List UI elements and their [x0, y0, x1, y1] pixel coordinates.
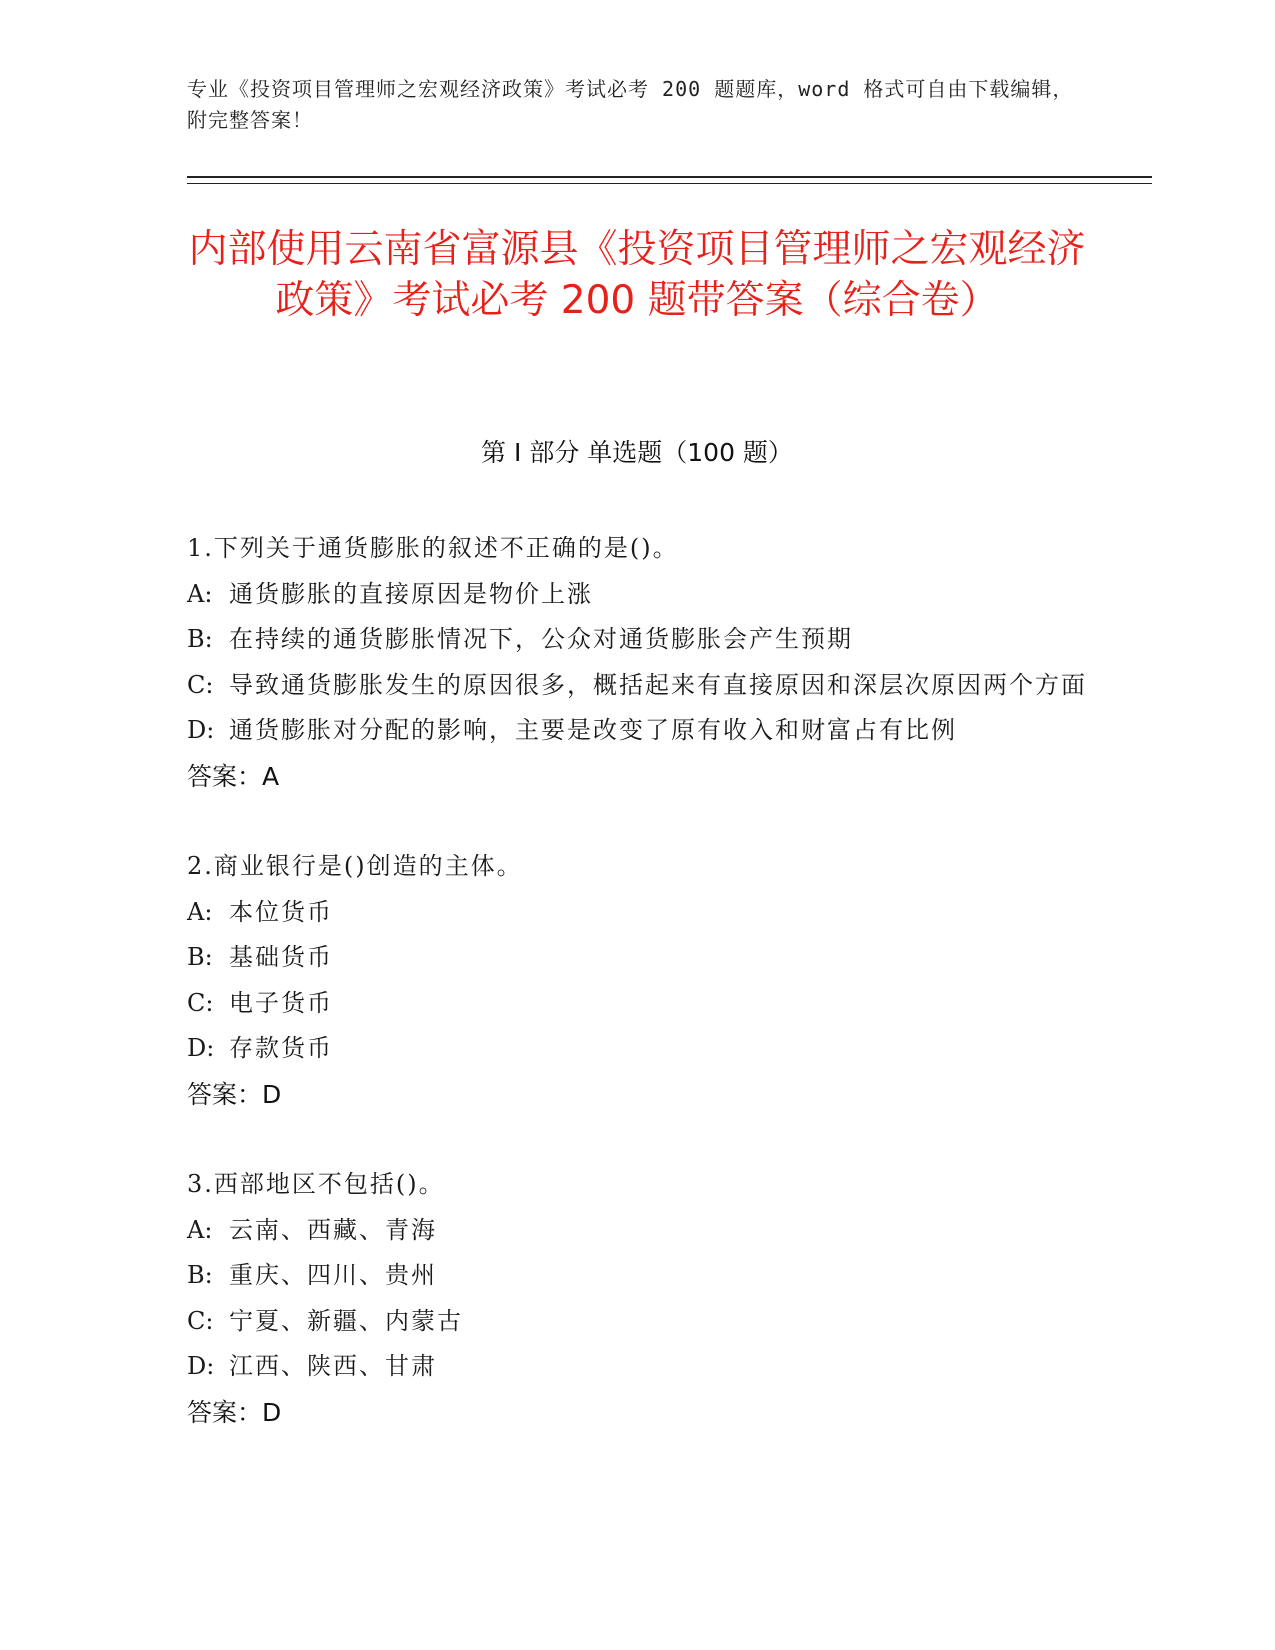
option-key: C:	[187, 670, 214, 699]
option-text: 云南、西藏、青海	[229, 1215, 437, 1244]
option-text: 电子货币	[229, 988, 333, 1017]
option-key: A:	[187, 897, 213, 926]
answer-text: 答案：D	[187, 1397, 282, 1427]
option-c	[187, 1299, 1087, 1345]
question-stem: 2.商业银行是()创造的主体。	[187, 852, 523, 880]
header-note: 专业《投资项目管理师之宏观经济政策》考试必考 200 题题库，word 格式可自由下载编辑，附完整答案！	[187, 77, 1074, 132]
option-d	[187, 1026, 1087, 1072]
option-text: 导致通货膨胀发生的原因很多，概括起来有直接原因和深层次原因两个方面	[229, 670, 1087, 699]
option-text: 宁夏、新疆、内蒙古	[229, 1306, 463, 1335]
option-a	[187, 1208, 1087, 1254]
option-b	[187, 1253, 1087, 1299]
option-text: 江西、陕西、甘肃	[229, 1352, 437, 1380]
option-text: 重庆、四川、贵州	[229, 1261, 437, 1289]
option-text: 基础货币	[229, 943, 333, 971]
question-1	[187, 526, 1087, 799]
option-d	[187, 1344, 1087, 1390]
option-c	[187, 981, 1087, 1027]
option-a	[187, 890, 1087, 936]
document-title: 内部使用云南省富源县《投资项目管理师之宏观经济政策》考试必考 200 题带答案（综合卷）	[188, 227, 1086, 323]
option-a	[187, 572, 1087, 618]
answer-text: 答案：D	[187, 1079, 282, 1109]
option-c	[187, 663, 1087, 709]
section-title: 第 I 部分 单选题（100 题）	[481, 438, 793, 467]
question-list	[187, 526, 1087, 1480]
answer-text: 答案：A	[187, 761, 280, 791]
option-key: D:	[187, 1352, 215, 1380]
option-text: 通货膨胀的直接原因是物价上涨	[229, 579, 593, 608]
option-key: D:	[187, 1034, 215, 1062]
option-key: A:	[187, 1215, 213, 1244]
option-key: B:	[187, 943, 213, 971]
option-text: 通货膨胀对分配的影响，主要是改变了原有收入和财富占有比例	[229, 716, 957, 744]
header-divider-thin	[187, 183, 1152, 184]
question-2	[187, 844, 1087, 1117]
option-b	[187, 617, 1087, 663]
option-key: A:	[187, 579, 213, 608]
question-3	[187, 1162, 1087, 1435]
question-stem: 3.西部地区不包括()。	[187, 1170, 445, 1198]
header-divider-thick	[187, 176, 1152, 178]
question-stem: 1.下列关于通货膨胀的叙述不正确的是()。	[187, 534, 679, 562]
option-key: B:	[187, 625, 213, 653]
option-key: D:	[187, 716, 215, 744]
option-key: C:	[187, 1306, 214, 1335]
option-text: 本位货币	[229, 897, 333, 926]
option-d	[187, 708, 1087, 754]
option-key: C:	[187, 988, 214, 1017]
option-text: 存款货币	[229, 1034, 333, 1062]
option-b	[187, 935, 1087, 981]
option-text: 在持续的通货膨胀情况下，公众对通货膨胀会产生预期	[229, 625, 853, 653]
option-key: B:	[187, 1261, 213, 1289]
